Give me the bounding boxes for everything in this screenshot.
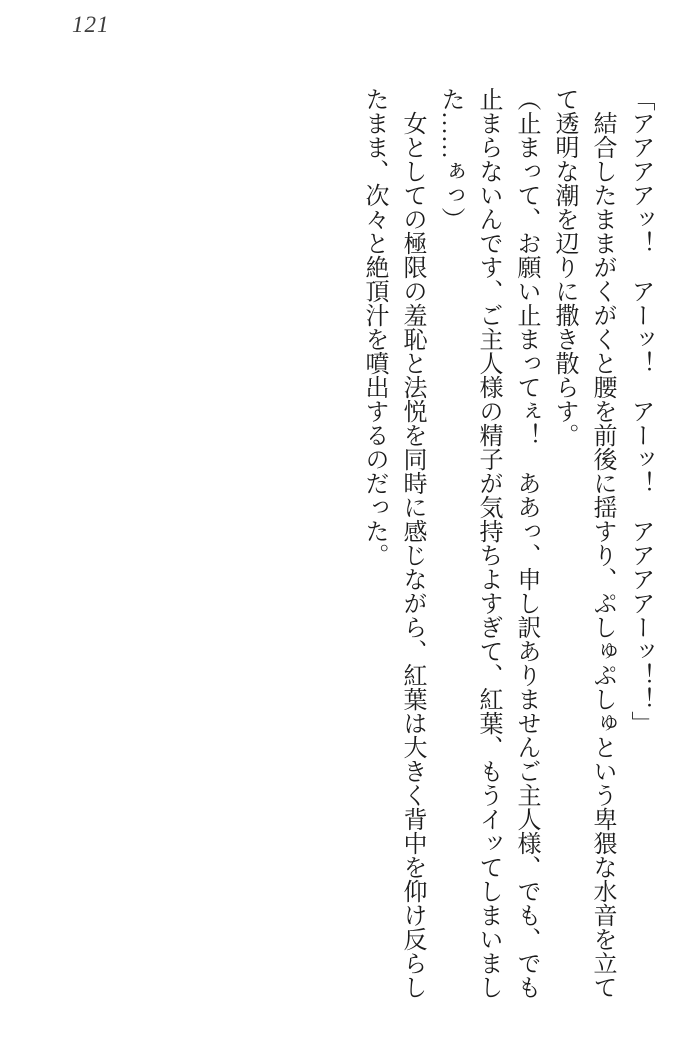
paragraph: 女としての極限の羞恥と法悦を同時に感じながら、紅葉は大きく背中を仰け反らしたまま、次々と絶頂汁を噴出するのだった。	[361, 87, 425, 999]
text-block	[355, 87, 659, 1009]
paragraph: （止まって、お願い止まってぇ！ ああっ、申し訳ありませんご主人様、でも、でも止まらないんです、ご主人様の精子が気持ちよすぎて、紅葉、もうイッてしまいました……ぁっ）	[437, 87, 539, 999]
page-number: 121	[72, 12, 110, 37]
paragraph: 結合したままがくがくと腰を前後に揺すり、ぷしゅぷしゅという卑猥な水音を立てて透明な潮を辺りに撒き散らす。	[551, 87, 615, 999]
paragraph: 「アアアアッ！ アーッ！ アーッ！ アアアアーッ！！」	[627, 87, 653, 735]
